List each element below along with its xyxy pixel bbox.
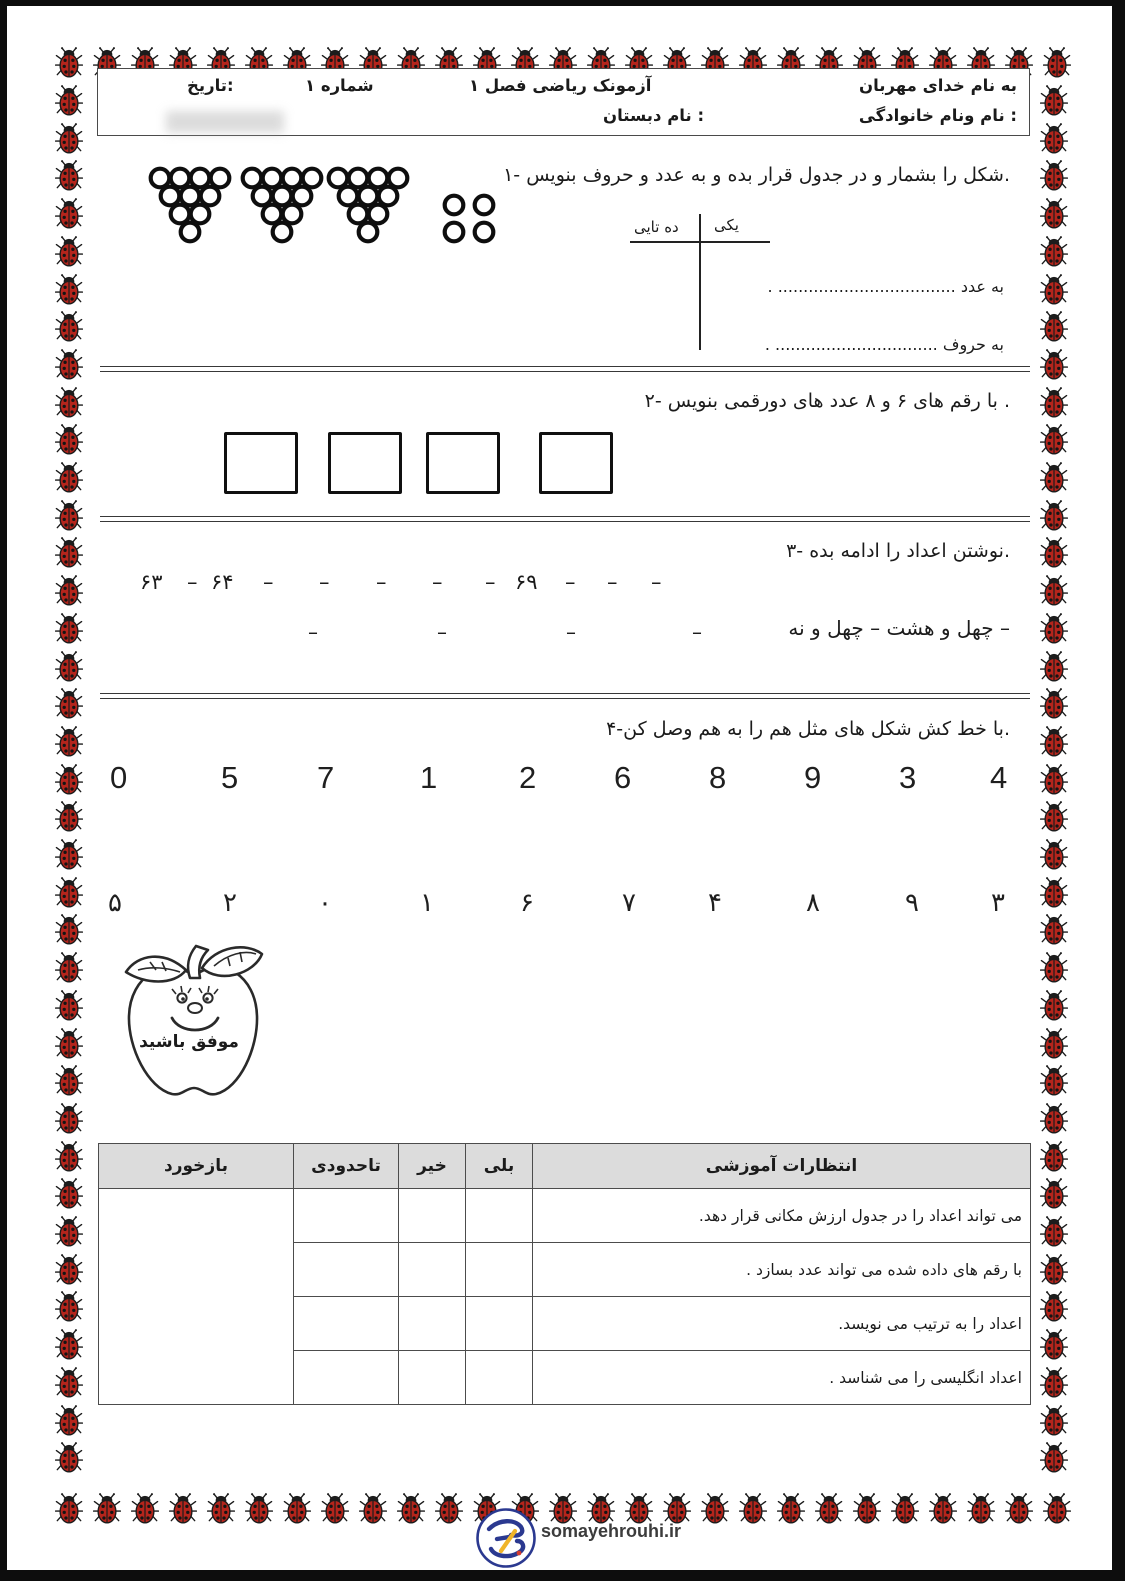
sequence-dash: – xyxy=(607,570,618,594)
ladybug-icon xyxy=(169,1492,197,1525)
screen-edge-bottom xyxy=(0,1570,1125,1581)
ladybug-icon xyxy=(55,1253,83,1286)
table-row xyxy=(99,1189,1031,1243)
match-digit-persian[interactable]: ۵ xyxy=(108,888,122,918)
ladybug-icon xyxy=(55,386,83,419)
match-digit-english[interactable]: 4 xyxy=(990,760,1008,795)
expectation-text: اعداد انگلیسی را می شناسد . xyxy=(533,1351,1031,1405)
ladybug-icon xyxy=(1040,1177,1068,1210)
date-label: تاریخ: xyxy=(187,76,234,95)
section-divider xyxy=(100,516,1030,522)
sequence-number: ۶۹ xyxy=(515,570,538,594)
sequence-dash: – xyxy=(308,620,318,644)
ladybug-icon xyxy=(1040,1441,1068,1474)
ladybug-icon xyxy=(93,1492,121,1525)
ladybug-icon xyxy=(55,650,83,683)
match-digit-persian[interactable]: ۴ xyxy=(708,888,722,918)
grape-cluster-shape xyxy=(326,166,410,246)
good-luck-text: موفق باشید xyxy=(139,1032,239,1052)
question-4-text: ۴-با خط کش شکل های مثل هم را به هم وصل کن. xyxy=(606,718,1010,740)
grape-cluster-shape xyxy=(240,166,324,246)
ladybug-icon xyxy=(55,1140,83,1173)
ladybug-icon xyxy=(283,1492,311,1525)
match-digit-english[interactable]: 6 xyxy=(614,760,632,795)
ladybug-icon xyxy=(55,273,83,306)
ladybug-icon xyxy=(739,1492,767,1525)
no-cell[interactable] xyxy=(399,1297,466,1351)
ladybug-icon xyxy=(853,1492,881,1525)
ladybug-icon xyxy=(207,1492,235,1525)
feedback-cell[interactable] xyxy=(99,1189,294,1405)
match-digit-persian[interactable]: ۶ xyxy=(520,888,534,918)
ladybug-icon xyxy=(1040,989,1068,1022)
sequence-dash: – xyxy=(376,570,387,594)
ladybug-icon xyxy=(55,1290,83,1323)
sequence-number: ۶۳ xyxy=(140,570,163,594)
ladybug-icon xyxy=(1040,650,1068,683)
sequence-dash: – xyxy=(651,570,662,594)
answer-box[interactable] xyxy=(539,432,613,494)
word-sequence-label: چهل و هشت – چهل و نه – xyxy=(788,616,1010,640)
ladybug-icon xyxy=(55,348,83,381)
screen-edge-top xyxy=(0,0,1125,6)
ladybug-icon xyxy=(1040,386,1068,419)
question-2-text: ۲- با رقم های ۶ و ۸ عدد های دورقمی بنویس . xyxy=(644,390,1010,412)
ladybug-icon xyxy=(1040,159,1068,192)
ladybug-icon xyxy=(55,122,83,155)
ladybug-icon xyxy=(1040,122,1068,155)
ladybug-icon xyxy=(1040,1290,1068,1323)
no-cell[interactable] xyxy=(399,1189,466,1243)
expectation-text: اعداد را به ترتیب می نویسد. xyxy=(533,1297,1031,1351)
ladybug-icon xyxy=(1040,687,1068,720)
ladybug-icon xyxy=(55,499,83,532)
sequence-dash: – xyxy=(187,570,198,594)
ladybug-icon xyxy=(245,1492,273,1525)
match-digit-english[interactable]: 2 xyxy=(519,760,537,795)
ladybug-icon xyxy=(891,1492,919,1525)
ladybug-icon xyxy=(55,310,83,343)
ladybug-icon xyxy=(55,1177,83,1210)
no-cell[interactable] xyxy=(399,1243,466,1297)
ladybug-icon xyxy=(1040,1215,1068,1248)
match-digit-english[interactable]: 9 xyxy=(804,760,822,795)
ladybug-icon xyxy=(701,1492,729,1525)
match-digit-english[interactable]: 5 xyxy=(221,760,239,795)
no-header: خیر xyxy=(399,1144,466,1189)
answer-box[interactable] xyxy=(224,432,298,494)
match-digit-persian[interactable]: ۳ xyxy=(991,888,1005,918)
yes-cell[interactable] xyxy=(466,1243,533,1297)
assessment-header-row xyxy=(99,1144,1031,1189)
section-divider xyxy=(100,366,1030,372)
four-circles-shape xyxy=(440,192,498,246)
ladybug-icon xyxy=(55,838,83,871)
somewhat-cell[interactable] xyxy=(294,1297,399,1351)
ladybug-icon xyxy=(967,1492,995,1525)
ladybug-icon xyxy=(1040,574,1068,607)
match-digit-persian[interactable]: ۷ xyxy=(622,888,636,918)
section-divider xyxy=(100,693,1030,699)
ladybug-icon xyxy=(1040,1253,1068,1286)
ladybug-icon xyxy=(1040,536,1068,569)
question-1-text: ۱- شکل را بشمار و در جدول قرار بده و به عدد و حروف بنویس. xyxy=(503,164,1010,186)
match-digit-english[interactable]: 8 xyxy=(709,760,727,795)
ladybug-icon xyxy=(55,913,83,946)
match-digit-persian[interactable]: ۸ xyxy=(806,888,820,918)
ladybug-icon xyxy=(55,1404,83,1437)
ladybug-icon xyxy=(1040,725,1068,758)
no-cell[interactable] xyxy=(399,1351,466,1405)
ladybug-icon xyxy=(777,1492,805,1525)
ladybug-icon xyxy=(1040,951,1068,984)
ladybug-icon xyxy=(1040,348,1068,381)
ladybug-icon xyxy=(1040,1102,1068,1135)
ladybug-icon xyxy=(1043,46,1071,79)
ladybug-icon xyxy=(321,1492,349,1525)
question-3-text: ۳- نوشتن اعداد را ادامه بده. xyxy=(786,540,1010,562)
ladybug-icon xyxy=(359,1492,387,1525)
match-digit-persian[interactable]: ۹ xyxy=(905,888,919,918)
ladybug-icon xyxy=(1040,1140,1068,1173)
ladybug-icon xyxy=(55,1215,83,1248)
ladybug-icon xyxy=(1040,1366,1068,1399)
bismillah-text: به نام خدای مهربان xyxy=(859,76,1017,95)
feedback-header: بازخورد xyxy=(99,1144,294,1189)
ladybug-icon xyxy=(1040,273,1068,306)
write-number-line: به عدد ................................... . xyxy=(767,277,1004,296)
ladybug-icon xyxy=(397,1492,425,1525)
ladybug-icon xyxy=(55,800,83,833)
expectation-text: با رقم های داده شده می تواند عدد بسازد . xyxy=(533,1243,1031,1297)
erased-smudge xyxy=(166,111,284,133)
sequence-dash: – xyxy=(319,570,330,594)
yes-header: بلی xyxy=(466,1144,533,1189)
ladybug-icon xyxy=(1040,1027,1068,1060)
ladybug-icon xyxy=(55,1328,83,1361)
ladybug-icon xyxy=(435,1492,463,1525)
ladybug-icon xyxy=(55,1366,83,1399)
sequence-dash: – xyxy=(565,570,576,594)
ladybug-icon xyxy=(1040,310,1068,343)
ladybug-icon xyxy=(55,876,83,909)
ladybug-icon xyxy=(55,1441,83,1474)
ladybug-icon xyxy=(55,197,83,230)
tens-column-label: ده تایی xyxy=(634,218,679,236)
ladybug-icon xyxy=(1040,461,1068,494)
ladybug-icon xyxy=(1040,423,1068,456)
ladybug-icon xyxy=(55,235,83,268)
ladybug-icon xyxy=(55,612,83,645)
quiz-title: آزمونک ریاضی فصل ۱ xyxy=(469,76,652,95)
expectation-text: می تواند اعداد را در جدول ارزش مکانی قرار دهد. xyxy=(533,1189,1031,1243)
match-digit-english[interactable]: 7 xyxy=(317,760,335,795)
ladybug-icon xyxy=(55,951,83,984)
somewhat-cell[interactable] xyxy=(294,1243,399,1297)
sequence-number: ۶۴ xyxy=(211,570,234,594)
sequence-dash: – xyxy=(263,570,274,594)
answer-box[interactable] xyxy=(426,432,500,494)
ladybug-icon xyxy=(1040,913,1068,946)
ladybug-icon xyxy=(929,1492,957,1525)
place-value-horizontal-line xyxy=(630,241,770,243)
expectations-header: انتظارات آموزشی xyxy=(533,1144,1031,1189)
place-value-vertical-line xyxy=(699,214,701,350)
ladybug-icon xyxy=(1040,235,1068,268)
somewhat-header: تاحدودی xyxy=(294,1144,399,1189)
yes-cell[interactable] xyxy=(466,1189,533,1243)
sequence-dash: – xyxy=(566,620,576,644)
ladybug-icon xyxy=(1040,1404,1068,1437)
ladybug-icon xyxy=(815,1492,843,1525)
grape-cluster-shape xyxy=(148,166,232,246)
ladybug-icon xyxy=(55,46,83,79)
ladybug-icon xyxy=(55,725,83,758)
ladybug-icon xyxy=(1040,1064,1068,1097)
ladybug-icon xyxy=(55,423,83,456)
ladybug-icon xyxy=(1040,499,1068,532)
site-url-text: somayehrouhi.ir xyxy=(541,1521,682,1541)
ladybug-icon xyxy=(55,763,83,796)
ladybug-icon xyxy=(1040,800,1068,833)
screen-edge-right xyxy=(1112,0,1125,1581)
somewhat-cell[interactable] xyxy=(294,1189,399,1243)
match-digit-persian[interactable]: ۱ xyxy=(420,888,434,918)
ladybug-icon xyxy=(55,687,83,720)
sequence-dash: – xyxy=(692,620,702,644)
ladybug-icon xyxy=(55,574,83,607)
school-name-label: نام دبستان : xyxy=(603,106,705,125)
ladybug-icon xyxy=(55,1102,83,1135)
yes-cell[interactable] xyxy=(466,1297,533,1351)
match-digit-persian[interactable]: ۲ xyxy=(223,888,237,918)
ladybug-icon xyxy=(1040,84,1068,117)
ladybug-icon xyxy=(1040,1328,1068,1361)
screen-edge-left xyxy=(0,0,7,1581)
ones-column-label: یکی xyxy=(714,216,739,234)
apple-mascot-icon xyxy=(116,938,268,1110)
ladybug-icon xyxy=(55,84,83,117)
yes-cell[interactable] xyxy=(466,1351,533,1405)
ladybug-icon xyxy=(1040,763,1068,796)
ladybug-icon xyxy=(55,1064,83,1097)
sequence-dash: – xyxy=(437,620,447,644)
assessment-table xyxy=(98,1143,1031,1405)
ladybug-icon xyxy=(55,1492,83,1525)
ladybug-icon xyxy=(55,159,83,192)
match-digit-english[interactable]: 0 xyxy=(110,760,128,795)
match-digit-persian[interactable]: ۰ xyxy=(318,888,332,918)
ladybug-icon xyxy=(1043,1492,1071,1525)
ladybug-icon xyxy=(55,989,83,1022)
match-digit-english[interactable]: 3 xyxy=(899,760,917,795)
ladybug-icon xyxy=(1040,612,1068,645)
ladybug-icon xyxy=(131,1492,159,1525)
ladybug-icon xyxy=(1040,197,1068,230)
quiz-number: شماره ۱ xyxy=(305,76,374,95)
ladybug-icon xyxy=(55,461,83,494)
somewhat-cell[interactable] xyxy=(294,1351,399,1405)
ladybug-icon xyxy=(1005,1492,1033,1525)
write-words-line: به حروف ................................ . xyxy=(764,335,1004,354)
ladybug-icon xyxy=(1040,876,1068,909)
ladybug-icon xyxy=(55,536,83,569)
ladybug-icon xyxy=(1040,838,1068,871)
ladybug-icon xyxy=(55,1027,83,1060)
sequence-dash: – xyxy=(485,570,496,594)
match-digit-english[interactable]: 1 xyxy=(420,760,438,795)
sequence-dash: – xyxy=(432,570,443,594)
student-name-label: نام ونام خانوادگی : xyxy=(858,106,1017,125)
answer-box[interactable] xyxy=(328,432,402,494)
site-logo xyxy=(475,1507,537,1569)
